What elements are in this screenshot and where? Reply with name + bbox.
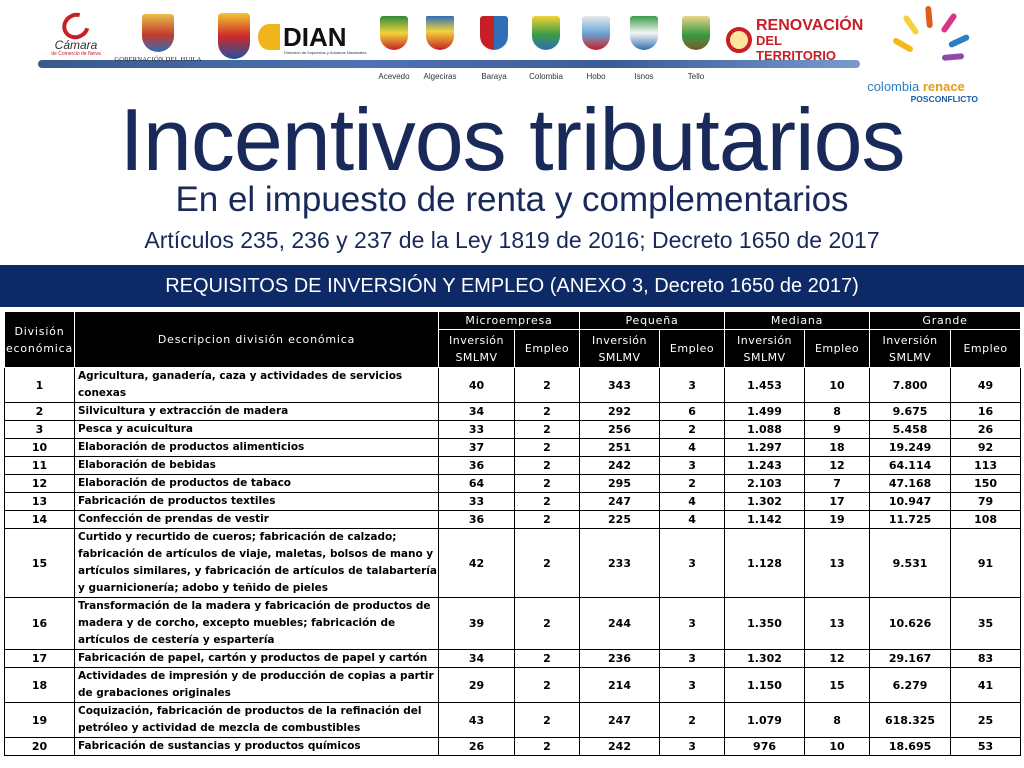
dian-label: DIAN: [283, 21, 347, 52]
pequena-inversion-cell: 251: [580, 439, 660, 457]
logo-strip: [0, 0, 1024, 104]
mediana-empleo-cell: 12: [805, 457, 870, 475]
table-row: [5, 403, 1021, 421]
table-row: [5, 598, 1021, 650]
municipality-label: Acevedo: [378, 72, 410, 81]
pequena-empleo-cell: 2: [660, 475, 725, 493]
pequena-inversion-cell: 236: [580, 650, 660, 668]
municipality-label: Baraya: [481, 72, 507, 81]
pequena-inversion-cell: 292: [580, 403, 660, 421]
micro-inversion-cell: 64: [439, 475, 515, 493]
grande-empleo-cell: 92: [951, 439, 1021, 457]
legal-reference: Artículos 235, 236 y 237 de la Ley 1819 de 2016; Decreto 1650 de 2017: [144, 227, 880, 253]
micro-inversion-cell: 29: [439, 668, 515, 703]
micro-inversion-cell: 33: [439, 493, 515, 511]
micro-inversion-cell: 39: [439, 598, 515, 650]
pequena-empleo-cell: 3: [660, 529, 725, 598]
grande-empleo-cell: 91: [951, 529, 1021, 598]
municipality-label: Isnos: [634, 72, 654, 81]
isnos-shield-icon: [630, 16, 658, 50]
hobo-shield-icon: [582, 16, 610, 50]
grande-inversion-cell: 6.279: [870, 668, 951, 703]
division-code-cell: 12: [5, 475, 75, 493]
division-code-cell: 18: [5, 668, 75, 703]
pequena-empleo-cell: 4: [660, 439, 725, 457]
micro-empleo-cell: 2: [515, 598, 580, 650]
dian-logo: [258, 16, 370, 58]
micro-empleo-cell: 2: [515, 703, 580, 738]
table-row: [5, 529, 1021, 598]
division-code-cell: 16: [5, 598, 75, 650]
grande-inversion-cell: 29.167: [870, 650, 951, 668]
mediana-empleo-cell: 18: [805, 439, 870, 457]
mediana-inversion-cell: 1.302: [725, 650, 805, 668]
table-row: [5, 457, 1021, 475]
municipality-acevedo: [378, 12, 410, 81]
mediana-empleo-cell: 13: [805, 598, 870, 650]
pequena-empleo-cell: 3: [660, 650, 725, 668]
mediana-empleo-cell: 8: [805, 703, 870, 738]
micro-empleo-cell: 2: [515, 511, 580, 529]
mediana-inversion-cell: 1.128: [725, 529, 805, 598]
grande-empleo-cell: 49: [951, 368, 1021, 403]
micro-inversion-cell: 36: [439, 457, 515, 475]
header-empleo: Empleo: [660, 330, 725, 368]
municipality-baraya: [478, 12, 510, 81]
colombia-shield-icon: [532, 16, 560, 50]
table-row: [5, 368, 1021, 403]
mediana-inversion-cell: 1.350: [725, 598, 805, 650]
pequena-inversion-cell: 225: [580, 511, 660, 529]
header-inversion: Inversión SMLMV: [439, 330, 515, 368]
tello-shield-icon: [682, 16, 710, 50]
division-description-cell: Elaboración de bebidas: [75, 457, 439, 475]
renovacion-territorio-logo: [726, 16, 864, 63]
mediana-inversion-cell: 2.103: [725, 475, 805, 493]
header-description: Descripcion división económica: [75, 312, 439, 368]
grande-inversion-cell: 10.626: [870, 598, 951, 650]
renace-tagline: POSCONFLICTO: [910, 94, 978, 104]
division-description-cell: Elaboración de productos alimenticios: [75, 439, 439, 457]
micro-empleo-cell: 2: [515, 368, 580, 403]
micro-inversion-cell: 43: [439, 703, 515, 738]
micro-empleo-cell: 2: [515, 475, 580, 493]
municipality-label: Algeciras: [423, 72, 457, 81]
pequena-inversion-cell: 295: [580, 475, 660, 493]
micro-empleo-cell: 2: [515, 439, 580, 457]
division-description-cell: Pesca y acuicultura: [75, 421, 439, 439]
micro-inversion-cell: 33: [439, 421, 515, 439]
grande-empleo-cell: 53: [951, 738, 1021, 756]
municipality-isnos: [628, 12, 660, 81]
algeciras-shield-icon: [426, 16, 454, 50]
table-row: [5, 668, 1021, 703]
table-row: [5, 421, 1021, 439]
grande-empleo-cell: 25: [951, 703, 1021, 738]
header-inversion: Inversión SMLMV: [870, 330, 951, 368]
mediana-inversion-cell: 1.297: [725, 439, 805, 457]
table-body: [5, 368, 1021, 756]
division-code-cell: 10: [5, 439, 75, 457]
mediana-inversion-cell: 1.088: [725, 421, 805, 439]
grande-inversion-cell: 64.114: [870, 457, 951, 475]
table-row: [5, 475, 1021, 493]
mediana-empleo-cell: 12: [805, 650, 870, 668]
header-empleo: Empleo: [951, 330, 1021, 368]
pequena-inversion-cell: 247: [580, 493, 660, 511]
pequena-empleo-cell: 6: [660, 403, 725, 421]
table-row: [5, 650, 1021, 668]
division-description-cell: Agricultura, ganadería, caza y actividades de servicios conexas: [75, 368, 439, 403]
division-description-cell: Transformación de la madera y fabricación de productos de madera y de corcho, excepto muebles; fabricación de artículos de cestería y espartería: [75, 598, 439, 650]
gobernacion-huila-logo: [110, 10, 206, 66]
header-empleo: Empleo: [805, 330, 870, 368]
municipality-algeciras: [423, 12, 457, 81]
pequena-empleo-cell: 4: [660, 493, 725, 511]
mediana-inversion-cell: 1.499: [725, 403, 805, 421]
mediana-inversion-cell: 1.453: [725, 368, 805, 403]
pequena-empleo-cell: 2: [660, 703, 725, 738]
pequena-inversion-cell: 244: [580, 598, 660, 650]
municipality-tello: [680, 12, 712, 81]
micro-empleo-cell: 2: [515, 650, 580, 668]
renace-word1: colombia: [867, 79, 920, 94]
division-description-cell: Curtido y recurtido de cueros; fabricación de calzado; fabricación de artículos de viaje, maletas, bolsos de mano y artículos similares, y fabricación de artículos de talabartería y guarnicionería; adobo y teñido de pieles: [75, 529, 439, 598]
mediana-empleo-cell: 8: [805, 403, 870, 421]
pequena-empleo-cell: 3: [660, 598, 725, 650]
camara-logo-title: Cámara: [54, 37, 98, 52]
header-microempresa: Microempresa: [439, 312, 580, 330]
header-inversion: Inversión SMLMV: [580, 330, 660, 368]
header-grande: Grande: [870, 312, 1021, 330]
grande-empleo-cell: 41: [951, 668, 1021, 703]
section-banner: REQUISITOS DE INVERSIÓN Y EMPLEO (ANEXO 3, Decreto 1650 de 2017): [0, 265, 1024, 307]
pequena-empleo-cell: 3: [660, 668, 725, 703]
grande-inversion-cell: 18.695: [870, 738, 951, 756]
division-code-cell: 20: [5, 738, 75, 756]
grande-inversion-cell: 7.800: [870, 368, 951, 403]
pequena-inversion-cell: 247: [580, 703, 660, 738]
pequena-inversion-cell: 242: [580, 738, 660, 756]
page-subtitle: En el impuesto de renta y complementarios: [175, 180, 849, 219]
division-code-cell: 1: [5, 368, 75, 403]
mediana-empleo-cell: 7: [805, 475, 870, 493]
page-title: Incentivos tributarios: [119, 90, 905, 189]
micro-inversion-cell: 40: [439, 368, 515, 403]
table-row: [5, 439, 1021, 457]
grande-inversion-cell: 47.168: [870, 475, 951, 493]
header-empleo: Empleo: [515, 330, 580, 368]
grande-inversion-cell: 10.947: [870, 493, 951, 511]
pequena-inversion-cell: 242: [580, 457, 660, 475]
baraya-shield-icon: [480, 16, 508, 50]
sunburst-icon: [888, 8, 978, 72]
mediana-empleo-cell: 19: [805, 511, 870, 529]
header-inversion: Inversión SMLMV: [725, 330, 805, 368]
coat-of-arms-logo: [216, 12, 252, 60]
mediana-empleo-cell: 10: [805, 738, 870, 756]
municipality-hobo: [580, 12, 612, 81]
grande-empleo-cell: 113: [951, 457, 1021, 475]
dian-sun-icon: [258, 24, 280, 50]
requirements-table: [4, 311, 1021, 756]
table-row: [5, 738, 1021, 756]
renace-word2: renace: [922, 79, 965, 94]
mediana-inversion-cell: 976: [725, 738, 805, 756]
micro-empleo-cell: 2: [515, 738, 580, 756]
division-code-cell: 19: [5, 703, 75, 738]
huila-shield-icon: [142, 14, 174, 52]
pequena-empleo-cell: 3: [660, 457, 725, 475]
mediana-inversion-cell: 1.142: [725, 511, 805, 529]
municipality-colombia: [529, 12, 563, 81]
division-code-cell: 15: [5, 529, 75, 598]
mediana-empleo-cell: 10: [805, 368, 870, 403]
pequena-inversion-cell: 343: [580, 368, 660, 403]
pequena-empleo-cell: 3: [660, 368, 725, 403]
micro-empleo-cell: 2: [515, 457, 580, 475]
pequena-inversion-cell: 233: [580, 529, 660, 598]
pequena-empleo-cell: 4: [660, 511, 725, 529]
grande-inversion-cell: 9.531: [870, 529, 951, 598]
table-row: [5, 703, 1021, 738]
table-row: [5, 493, 1021, 511]
header-pequena: Pequeña: [580, 312, 725, 330]
micro-inversion-cell: 42: [439, 529, 515, 598]
division-description-cell: Fabricación de sustancias y productos químicos: [75, 738, 439, 756]
division-description-cell: Fabricación de productos textiles: [75, 493, 439, 511]
mediana-inversion-cell: 1.302: [725, 493, 805, 511]
header-mediana: Mediana: [725, 312, 870, 330]
renovacion-line1: RENOVACIÓN: [756, 16, 864, 34]
municipality-label: Hobo: [586, 72, 606, 81]
grande-empleo-cell: 35: [951, 598, 1021, 650]
division-description-cell: Coquización, fabricación de productos de la refinación del petróleo y actividad de mezcla de combustibles: [75, 703, 439, 738]
pequena-empleo-cell: 2: [660, 421, 725, 439]
micro-inversion-cell: 26: [439, 738, 515, 756]
municipality-label: Tello: [687, 72, 705, 81]
grande-empleo-cell: 26: [951, 421, 1021, 439]
mediana-empleo-cell: 9: [805, 421, 870, 439]
grande-inversion-cell: 5.458: [870, 421, 951, 439]
mediana-inversion-cell: 1.243: [725, 457, 805, 475]
micro-inversion-cell: 34: [439, 403, 515, 421]
division-code-cell: 2: [5, 403, 75, 421]
division-description-cell: Elaboración de productos de tabaco: [75, 475, 439, 493]
division-description-cell: Silvicultura y extracción de madera: [75, 403, 439, 421]
division-code-cell: 3: [5, 421, 75, 439]
mediana-inversion-cell: 1.079: [725, 703, 805, 738]
gobernacion-label: GOBERNACIÓN DEL HUILA: [114, 55, 202, 63]
mediana-inversion-cell: 1.150: [725, 668, 805, 703]
grande-empleo-cell: 108: [951, 511, 1021, 529]
grande-empleo-cell: 16: [951, 403, 1021, 421]
colombia-seal-icon: [726, 27, 752, 53]
pequena-inversion-cell: 214: [580, 668, 660, 703]
division-description-cell: Actividades de impresión y de producción de copias a partir de grabaciones originales: [75, 668, 439, 703]
camara-comercio-logo: [50, 8, 102, 62]
grande-empleo-cell: 79: [951, 493, 1021, 511]
mediana-empleo-cell: 13: [805, 529, 870, 598]
coat-of-arms-icon: [218, 13, 250, 59]
camara-logo-subtitle: de Comercio de Neiva: [51, 50, 101, 57]
grande-inversion-cell: 19.249: [870, 439, 951, 457]
micro-empleo-cell: 2: [515, 403, 580, 421]
micro-empleo-cell: 2: [515, 493, 580, 511]
pequena-empleo-cell: 3: [660, 738, 725, 756]
mediana-empleo-cell: 17: [805, 493, 870, 511]
grande-inversion-cell: 618.325: [870, 703, 951, 738]
micro-inversion-cell: 36: [439, 511, 515, 529]
municipality-label: Colombia: [529, 72, 563, 81]
pequena-inversion-cell: 256: [580, 421, 660, 439]
grande-inversion-cell: 11.725: [870, 511, 951, 529]
division-description-cell: Fabricación de papel, cartón y productos de papel y cartón: [75, 650, 439, 668]
division-description-cell: Confección de prendas de vestir: [75, 511, 439, 529]
grande-empleo-cell: 150: [951, 475, 1021, 493]
division-code-cell: 14: [5, 511, 75, 529]
micro-inversion-cell: 37: [439, 439, 515, 457]
division-code-cell: 13: [5, 493, 75, 511]
table-row: [5, 511, 1021, 529]
division-code-cell: 11: [5, 457, 75, 475]
acevedo-shield-icon: [380, 16, 408, 50]
mediana-empleo-cell: 15: [805, 668, 870, 703]
grande-empleo-cell: 83: [951, 650, 1021, 668]
renovacion-line2: DEL TERRITORIO: [756, 32, 836, 63]
header-division: División económica: [5, 312, 75, 368]
division-code-cell: 17: [5, 650, 75, 668]
micro-empleo-cell: 2: [515, 529, 580, 598]
micro-empleo-cell: 2: [515, 668, 580, 703]
micro-inversion-cell: 34: [439, 650, 515, 668]
dian-subtitle: Dirección de Impuestos y Aduanas Nacionales: [284, 50, 367, 55]
micro-empleo-cell: 2: [515, 421, 580, 439]
grande-inversion-cell: 9.675: [870, 403, 951, 421]
